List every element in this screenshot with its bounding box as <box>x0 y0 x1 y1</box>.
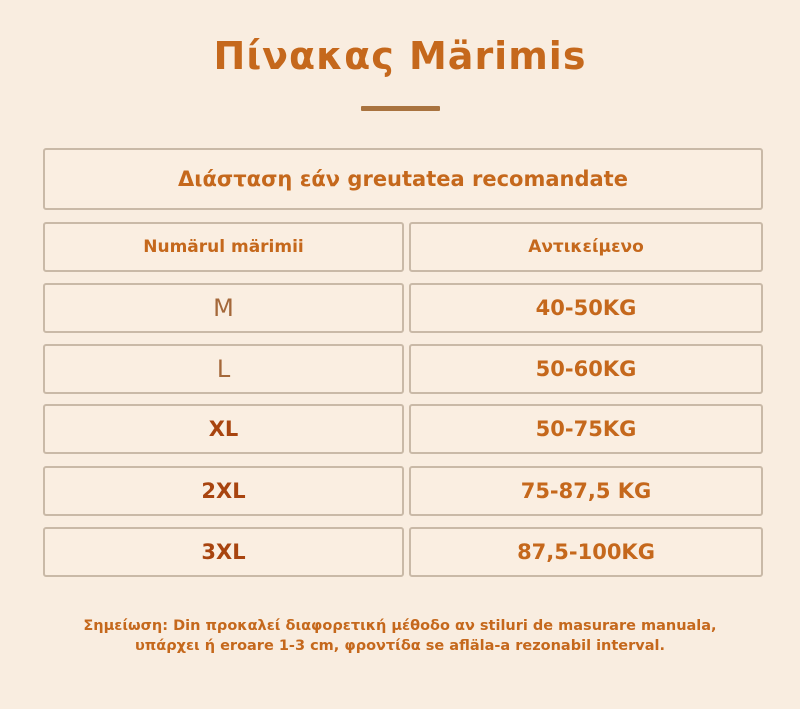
weight-cell: 40-50KG <box>409 283 763 333</box>
header-size: Numärul märimii <box>43 222 404 272</box>
weight-cell: 75-87,5 KG <box>409 466 763 516</box>
weight-cell: 50-60KG <box>409 344 763 394</box>
size-cell: M <box>43 283 404 333</box>
note-line-2: υπάρχει ή eroare 1-3 cm, φροντίδα se afläla-a rezonabil interval. <box>134 638 666 654</box>
weight-cell: 87,5-100KG <box>409 527 763 577</box>
header-weight: Αντικείμενο <box>409 222 763 272</box>
note-line-1: Σημείωση: Din προκαλεί διαφορετική μέθοδο αν stiluri de masurare manuala, <box>83 618 717 634</box>
size-cell: XL <box>43 404 404 454</box>
title-underline <box>361 106 440 111</box>
table-banner: Διάσταση εάν greutatea recomandate <box>43 148 763 210</box>
measurement-note <box>0 616 800 656</box>
size-cell: L <box>43 344 404 394</box>
weight-cell: 50-75KG <box>409 404 763 454</box>
size-cell: 3XL <box>43 527 404 577</box>
size-cell: 2XL <box>43 466 404 516</box>
page-title: Πίνακας Märimis <box>213 34 587 78</box>
